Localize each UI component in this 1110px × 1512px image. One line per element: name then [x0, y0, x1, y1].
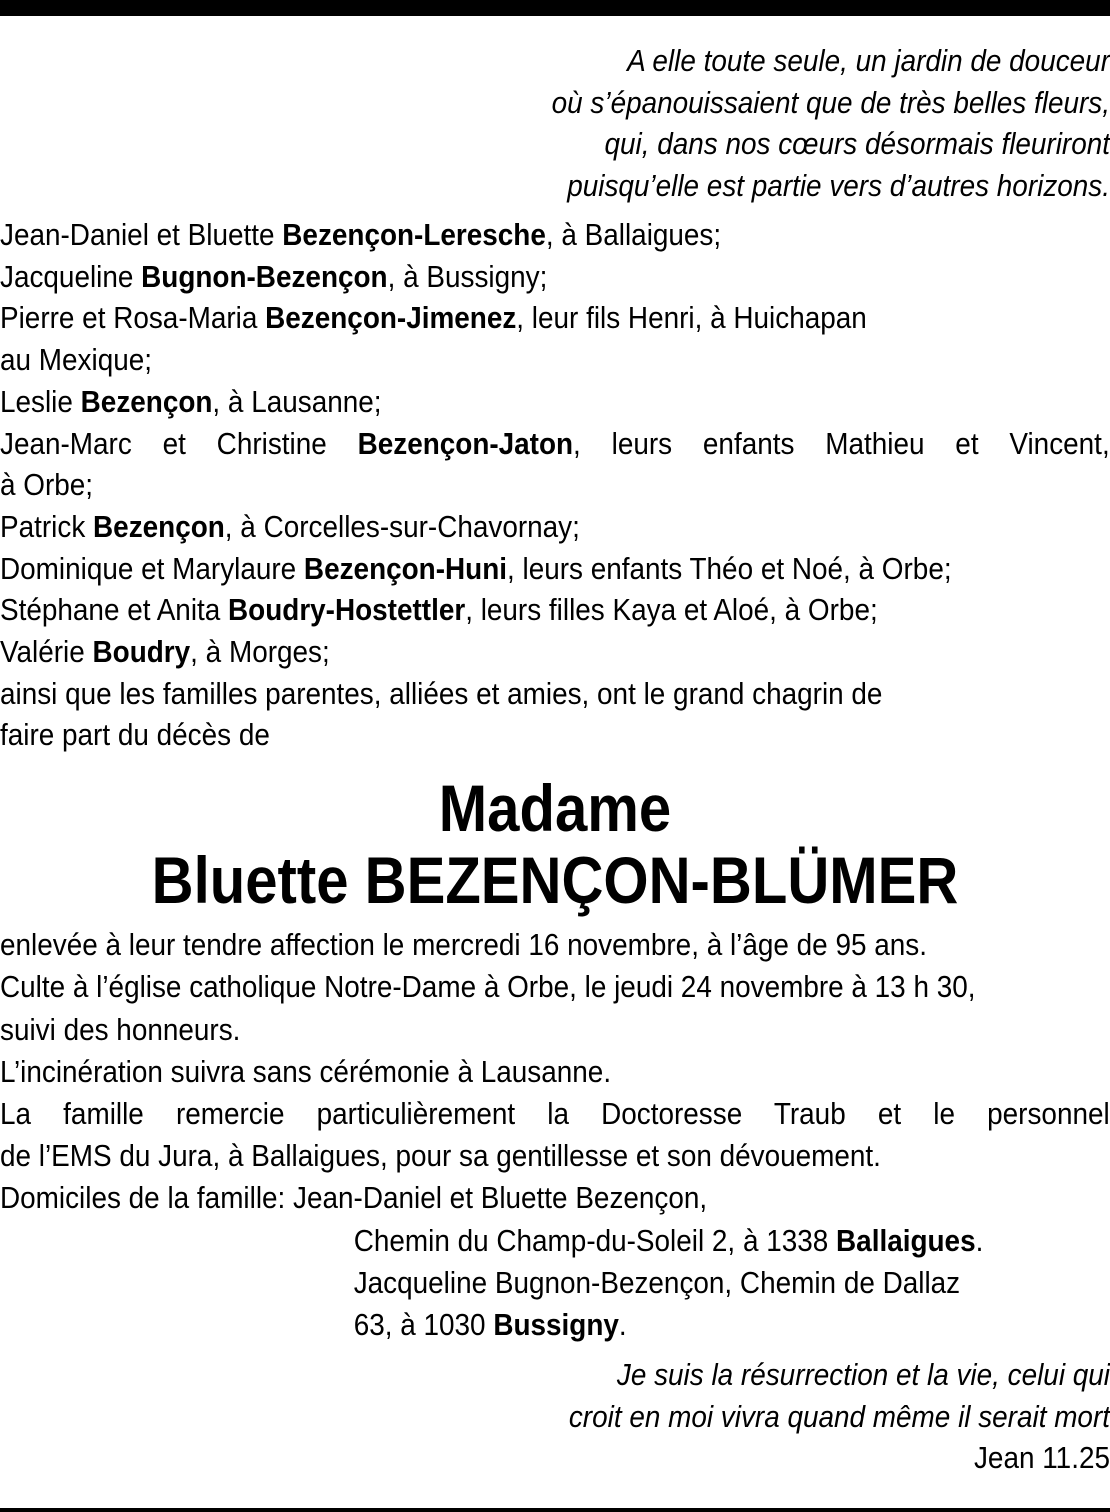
closing-verse	[111, 1354, 1110, 1479]
domiciles-line: 63, à 1030 Bussigny.	[353, 1306, 627, 1342]
verse-line: qui, dans nos cœurs désormais fleuriront	[604, 126, 1110, 161]
family-line: Leslie Bezençon, à Lausanne;	[0, 383, 382, 419]
details-line: de l’EMS du Jura, à Ballaigues, pour sa gentillesse et son dévouement.	[0, 1138, 881, 1174]
bottom-rule	[0, 1508, 1110, 1512]
family-line: faire part du décès de	[0, 717, 270, 753]
family-line: Stéphane et Anita Boudry-Hostettler, leurs filles Kaya et Aloé, à Orbe;	[0, 592, 878, 628]
deceased-title: Madame	[438, 771, 672, 846]
family-line: Jacqueline Bugnon-Bezençon, à Bussigny;	[0, 258, 548, 294]
domiciles-label: Domiciles de la famille:	[0, 1180, 294, 1216]
family-line: Valérie Boudry, à Morges;	[0, 634, 330, 670]
verse-line: puisqu’elle est partie vers d’autres horizons.	[567, 167, 1110, 203]
deceased-name	[67, 772, 1044, 916]
family-line: Patrick Bezençon, à Corcelles-sur-Chavornay;	[0, 508, 580, 544]
details-line: enlevée à leur tendre affection le mercredi 16 novembre, à l’âge de 95 ans.	[0, 927, 927, 963]
closing-verse-line: Je suis la résurrection et la vie, celui qui	[616, 1357, 1110, 1393]
details-line: La famille remercie particulièrement la Doctoresse Traub et le personnel	[0, 1095, 1110, 1131]
closing-verse-line: croit en moi vivra quand même il serait mort	[568, 1398, 1110, 1434]
family-line: Pierre et Rosa-Maria Bezençon-Jimenez, leur fils Henri, à Huichapan	[0, 300, 867, 336]
verse-line: où s’épanouissaient que de très belles fleurs,	[551, 84, 1110, 120]
family-line: au Mexique;	[0, 342, 153, 378]
closing-reference: Jean 11.25	[973, 1440, 1110, 1476]
family-list	[0, 214, 1110, 756]
domiciles-line: Domiciles de la famille: Jean-Daniel et Bluette Bezençon,	[0, 1180, 708, 1216]
family-line: Jean-Marc et Christine Bezençon-Jaton, leurs enfants Mathieu et Vincent,	[0, 425, 1110, 461]
obituary	[0, 40, 1110, 1479]
details-line: L’incinération suivra sans cérémonie à Lausanne.	[0, 1053, 612, 1089]
top-rule	[0, 0, 1110, 16]
details-line: Culte à l’église catholique Notre-Dame à Orbe, le jeudi 24 novembre à 13 h 30,	[0, 969, 976, 1005]
family-line: Jean-Daniel et Bluette Bezençon-Leresche, à Ballaigues;	[0, 217, 722, 252]
domiciles-line: Chemin du Champ-du-Soleil 2, à 1338 Ballaigues.	[353, 1222, 984, 1258]
domiciles-line: Jacqueline Bugnon-Bezençon, Chemin de Dallaz	[353, 1264, 961, 1300]
family-line: Dominique et Marylaure Bezençon-Huni, leurs enfants Théo et Noé, à Orbe;	[0, 550, 952, 586]
family-line: ainsi que les familles parentes, alliées et amies, ont le grand chagrin de	[0, 675, 883, 711]
family-line: à Orbe;	[0, 467, 94, 503]
opening-verse	[111, 40, 1110, 206]
deceased-full-name: Bluette BEZENÇON-BLÜMER	[151, 843, 959, 918]
details	[0, 924, 1110, 1346]
verse-line: A elle toute seule, un jardin de douceur	[627, 43, 1110, 78]
details-line: suivi des honneurs.	[0, 1011, 241, 1047]
